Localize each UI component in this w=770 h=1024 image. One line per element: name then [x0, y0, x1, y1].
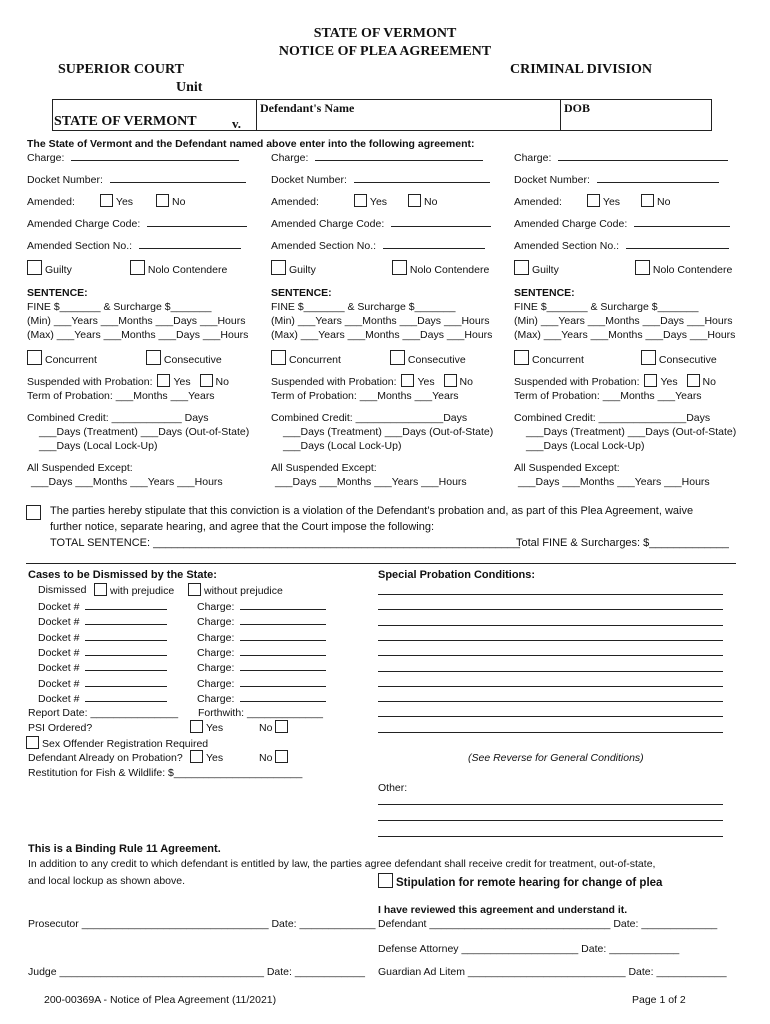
charge-line[interactable]: [240, 692, 326, 702]
amended-no-label: No: [171, 196, 186, 208]
amended-yes-label: Yes: [115, 196, 134, 208]
suspended-probation-yes-label: Yes: [660, 376, 678, 388]
charge-line[interactable]: [240, 661, 326, 671]
other-condition-line[interactable]: [378, 812, 723, 821]
charge-label: Charge:: [197, 616, 235, 629]
amended-yes-label: Yes: [369, 196, 388, 208]
amended-label: Amended:: [27, 196, 75, 208]
docket-line[interactable]: [85, 646, 167, 656]
amended-charge-code-label: Amended Charge Code:: [514, 218, 628, 230]
charge-label: Charge:: [514, 152, 552, 164]
treatment-days-field[interactable]: ___Days (Treatment) ___Days (Out-of-State): [39, 426, 250, 438]
special-condition-line[interactable]: [378, 586, 723, 595]
binding-text-line1: In addition to any credit to which defendant is entitled by law, the parties agree defendant shall receive credit for treatment, out-of-state,: [28, 858, 656, 870]
dismissed-charge-field[interactable]: [197, 631, 326, 644]
docket-line[interactable]: [85, 631, 167, 641]
min-sentence-field[interactable]: (Min) ___Years ___Months ___Days ___Hours: [27, 315, 246, 327]
guilty-label: Guilty: [532, 264, 559, 276]
dismissed-charge-field[interactable]: [197, 692, 326, 705]
dismissed-docket-field[interactable]: [38, 600, 167, 613]
plea-row: [514, 260, 744, 282]
suspended-probation-yes-checkbox[interactable]: [157, 376, 190, 388]
term-of-probation-field[interactable]: Term of Probation: ___Months ___Years: [514, 390, 702, 402]
amended-no-checkbox[interactable]: [641, 196, 670, 208]
without-prejudice-label: without prejudice: [204, 585, 283, 597]
caption-divider: [256, 99, 257, 131]
dismissed-docket-field[interactable]: [38, 615, 167, 628]
sentence-heading: SENTENCE:: [514, 287, 575, 299]
guardian-signature-line[interactable]: Guardian Ad Litem ___________________________ Date: ____________: [378, 966, 727, 978]
docket-label: Docket #: [38, 631, 80, 644]
amended-section-field[interactable]: [27, 238, 257, 260]
consecutive-checkbox[interactable]: [146, 354, 222, 366]
total-fine-field[interactable]: Total FINE & Surcharges: $_____________: [516, 537, 729, 549]
amended-row: [514, 194, 744, 216]
local-lockup-days-field[interactable]: ___Days (Local Lock-Up): [526, 440, 645, 452]
suspended-probation-no-label: No: [215, 376, 229, 388]
charge-field[interactable]: [271, 150, 501, 172]
concurrent-label: Concurrent: [289, 354, 341, 366]
dismissed-label: Dismissed: [38, 584, 87, 596]
special-condition-line[interactable]: [378, 601, 723, 610]
amended-charge-code-label: Amended Charge Code:: [27, 218, 141, 230]
psi-no-label: No: [259, 722, 273, 734]
concurrent-label: Concurrent: [532, 354, 584, 366]
sex-offender-label: Sex Offender Registration Required: [42, 738, 209, 750]
docket-line[interactable]: [85, 692, 167, 702]
suspended-probation-yes-label: Yes: [417, 376, 435, 388]
suspended-probation-yes-checkbox[interactable]: [401, 376, 434, 388]
sentence-heading: SENTENCE:: [27, 287, 88, 299]
docket-label: Docket #: [38, 646, 80, 659]
suspended-probation-no-checkbox[interactable]: [444, 376, 473, 388]
amended-yes-checkbox[interactable]: [354, 196, 387, 208]
page-number: Page 1 of 2: [632, 994, 686, 1006]
special-condition-line[interactable]: [378, 632, 723, 641]
special-condition-line[interactable]: [378, 693, 723, 702]
defendant-name-field[interactable]: [264, 116, 554, 129]
amended-section-field[interactable]: [271, 238, 501, 260]
see-reverse-note: (See Reverse for General Conditions): [468, 752, 644, 764]
charge-label: Charge:: [197, 677, 235, 690]
consecutive-label: Consecutive: [658, 354, 717, 366]
all-suspended-except-label: All Suspended Except:: [27, 462, 133, 474]
with-prejudice-checkbox[interactable]: [94, 583, 174, 597]
unit-label: Unit: [176, 80, 203, 95]
docket-number-line[interactable]: [110, 173, 246, 183]
stipulation-line1: The parties hereby stipulate that this conviction is a violation of the Defendant’s probation and, as part of this Plea Agreement, waive: [50, 505, 694, 517]
amended-section-label: Amended Section No.:: [27, 240, 133, 252]
special-conditions-title: Special Probation Conditions:: [378, 569, 536, 581]
section-divider: [26, 563, 736, 564]
probation-violation-checkbox[interactable]: [26, 505, 44, 521]
with-prejudice-label: with prejudice: [110, 585, 175, 597]
charge-line[interactable]: [240, 677, 326, 687]
charge-label: Charge:: [197, 646, 235, 659]
special-condition-line[interactable]: [378, 724, 723, 733]
consecutive-checkbox[interactable]: [390, 354, 466, 366]
concurrent-label: Concurrent: [45, 354, 97, 366]
consecutive-label: Consecutive: [163, 354, 222, 366]
dob-field[interactable]: [564, 116, 708, 129]
amended-label: Amended:: [271, 196, 319, 208]
suspended-probation-no-checkbox[interactable]: [687, 376, 716, 388]
docket-label: Docket #: [38, 601, 80, 613]
suspended-probation-yes-label: Yes: [173, 376, 191, 388]
psi-label: PSI Ordered?: [28, 722, 93, 734]
forthwith-field[interactable]: Forthwith: _____________: [198, 707, 323, 719]
special-condition-line[interactable]: [378, 663, 723, 672]
other-condition-line[interactable]: [378, 796, 723, 805]
charge-label: Charge:: [27, 152, 65, 164]
fine-surcharge-field[interactable]: FINE $_______ & Surcharge $_______: [271, 301, 456, 313]
amended-section-label: Amended Section No.:: [514, 240, 620, 252]
concurrency-row: [514, 350, 744, 372]
combined-credit-field[interactable]: Combined Credit: _______________Days: [514, 412, 711, 424]
psi-yes-checkbox[interactable]: [190, 720, 223, 734]
guilty-checkbox[interactable]: [514, 260, 632, 278]
all-suspended-except-field[interactable]: ___Days ___Months ___Years ___Hours: [31, 476, 223, 488]
already-probation-yes-label: Yes: [206, 752, 224, 764]
charge-label: Charge:: [271, 152, 309, 164]
amended-no-label: No: [423, 196, 438, 208]
guilty-label: Guilty: [289, 264, 316, 276]
sex-offender-checkbox[interactable]: [26, 736, 208, 750]
charge-label: Charge:: [197, 662, 235, 675]
psi-yes-label: Yes: [206, 722, 224, 734]
plea-row: [27, 260, 257, 282]
defense-attorney-signature-line[interactable]: Defense Attorney ____________________ Date: ____________: [378, 943, 680, 955]
nolo-contendere-label: Nolo Contendere: [409, 264, 490, 276]
already-probation-label: Defendant Already on Probation?: [28, 752, 183, 764]
total-sentence-field[interactable]: TOTAL SENTENCE: ____________________________________________________________: [50, 537, 521, 549]
max-sentence-field[interactable]: (Max) ___Years ___Months ___Days ___Hours: [271, 329, 493, 341]
charge-line[interactable]: [315, 151, 483, 161]
amended-no-checkbox[interactable]: [408, 196, 437, 208]
amended-charge-code-line[interactable]: [391, 217, 491, 227]
caption-divider-dob: [560, 99, 561, 131]
form-title-state: STATE OF VERMONT: [313, 26, 457, 41]
suspended-probation-no-checkbox[interactable]: [200, 376, 229, 388]
concurrent-checkbox[interactable]: [271, 350, 387, 368]
charge-line[interactable]: [240, 646, 326, 656]
charge-column-2: [271, 150, 501, 489]
charge-column-3: [514, 150, 744, 489]
max-sentence-field[interactable]: (Max) ___Years ___Months ___Days ___Hours: [514, 329, 736, 341]
charge-line[interactable]: [240, 631, 326, 641]
guilty-checkbox[interactable]: [271, 260, 389, 278]
binding-text-line2: and local lockup as shown above.: [28, 875, 186, 887]
docket-line[interactable]: [85, 615, 167, 625]
docket-line[interactable]: [85, 661, 167, 671]
docket-number-label: Docket Number:: [271, 174, 347, 186]
charge-field[interactable]: [514, 150, 744, 172]
special-condition-line[interactable]: [378, 617, 723, 626]
treatment-days-field[interactable]: ___Days (Treatment) ___Days (Out-of-State): [526, 426, 737, 438]
local-lockup-days-field[interactable]: ___Days (Local Lock-Up): [39, 440, 158, 452]
dismissed-charge-field[interactable]: [197, 661, 326, 674]
charge-column-1: [27, 150, 257, 489]
versus-label: v.: [232, 116, 242, 131]
report-date-field[interactable]: Report Date: _______________: [28, 707, 179, 719]
amended-charge-code-line[interactable]: [634, 217, 730, 227]
remote-hearing-checkbox[interactable]: [378, 873, 662, 889]
state-box-label: STATE OF VERMONT: [54, 114, 197, 129]
amended-section-line[interactable]: [383, 239, 485, 249]
prosecutor-signature-line[interactable]: Prosecutor ________________________________ Date: _____________: [28, 918, 376, 930]
term-of-probation-field[interactable]: Term of Probation: ___Months ___Years: [27, 390, 215, 402]
suspended-probation-row: [27, 374, 257, 389]
docket-number-field[interactable]: [27, 172, 257, 194]
defendant-name-label: Defendant's Name: [260, 101, 355, 115]
suspended-probation-no-label: No: [702, 376, 716, 388]
amended-yes-label: Yes: [602, 196, 621, 208]
sentence-heading: SENTENCE:: [271, 287, 332, 299]
dismissed-docket-field[interactable]: [38, 661, 167, 674]
all-suspended-except-field[interactable]: ___Days ___Months ___Years ___Hours: [518, 476, 710, 488]
defendant-signature-line[interactable]: Defendant _______________________________ Date: _____________: [378, 918, 718, 930]
restitution-field[interactable]: Restitution for Fish & Wildlife: $______________________: [28, 767, 303, 779]
charge-line[interactable]: [558, 151, 728, 161]
amended-charge-code-field[interactable]: [27, 216, 257, 238]
nolo-contendere-checkbox[interactable]: [130, 264, 227, 276]
docket-label: Docket #: [38, 677, 80, 690]
special-condition-line[interactable]: [378, 708, 723, 717]
amended-charge-code-field[interactable]: [514, 216, 744, 238]
charge-line[interactable]: [240, 600, 326, 610]
amended-charge-code-field[interactable]: [271, 216, 501, 238]
all-suspended-except-label: All Suspended Except:: [271, 462, 377, 474]
other-label: Other:: [378, 782, 408, 794]
docket-number-label: Docket Number:: [514, 174, 590, 186]
treatment-days-field[interactable]: ___Days (Treatment) ___Days (Out-of-State): [283, 426, 494, 438]
already-probation-no-checkbox[interactable]: [259, 750, 291, 764]
special-condition-line[interactable]: [378, 678, 723, 687]
already-probation-yes-checkbox[interactable]: [190, 750, 223, 764]
other-condition-line[interactable]: [378, 828, 723, 837]
dismissed-docket-field[interactable]: [38, 631, 167, 644]
charge-field[interactable]: [27, 150, 257, 172]
form-number: 200-00369A - Notice of Plea Agreement (11/2021): [44, 994, 277, 1006]
suspended-probation-no-label: No: [459, 376, 473, 388]
reviewed-statement: I have reviewed this agreement and understand it.: [378, 904, 628, 916]
nolo-contendere-label: Nolo Contendere: [652, 264, 733, 276]
court-label: SUPERIOR COURT: [58, 62, 184, 77]
concurrency-row: [271, 350, 501, 372]
docket-number-line[interactable]: [354, 173, 490, 183]
intro-text: The State of Vermont and the Defendant named above enter into the following agreement:: [27, 138, 475, 150]
division-label: CRIMINAL DIVISION: [510, 62, 652, 77]
nolo-contendere-checkbox[interactable]: [635, 264, 732, 276]
amended-no-label: No: [656, 196, 671, 208]
amended-row: [271, 194, 501, 216]
nolo-contendere-checkbox[interactable]: [392, 264, 489, 276]
docket-line[interactable]: [85, 600, 167, 610]
plea-row: [271, 260, 501, 282]
consecutive-checkbox[interactable]: [641, 354, 717, 366]
docket-label: Docket #: [38, 692, 80, 705]
docket-line[interactable]: [85, 677, 167, 687]
charge-label: Charge:: [197, 631, 235, 644]
charge-label: Charge:: [197, 692, 235, 705]
dismissed-charge-field[interactable]: [197, 600, 326, 613]
concurrency-row: [27, 350, 257, 372]
amended-yes-checkbox[interactable]: [587, 196, 620, 208]
dismissed-title: Cases to be Dismissed by the State:: [28, 569, 217, 581]
guilty-checkbox[interactable]: [27, 260, 127, 278]
docket-label: Docket #: [38, 616, 80, 629]
stipulation-line2: further notice, separate hearing, and agree that the Court impose the following:: [50, 521, 435, 533]
binding-title: This is a Binding Rule 11 Agreement.: [28, 843, 221, 855]
amended-no-checkbox[interactable]: [156, 196, 185, 208]
charge-line[interactable]: [71, 151, 239, 161]
without-prejudice-checkbox[interactable]: [188, 583, 283, 597]
suspended-probation-yes-checkbox[interactable]: [644, 376, 677, 388]
remote-hearing-label: Stipulation for remote hearing for change of plea: [396, 877, 663, 889]
dismissed-charge-field[interactable]: [197, 615, 326, 628]
local-lockup-days-field[interactable]: ___Days (Local Lock-Up): [283, 440, 402, 452]
all-suspended-except-label: All Suspended Except:: [514, 462, 620, 474]
nolo-contendere-label: Nolo Contendere: [147, 264, 228, 276]
dismissed-docket-field[interactable]: [38, 646, 167, 659]
docket-number-line[interactable]: [597, 173, 719, 183]
max-sentence-field[interactable]: (Max) ___Years ___Months ___Days ___Hours: [27, 329, 249, 341]
min-sentence-field[interactable]: (Min) ___Years ___Months ___Days ___Hours: [514, 315, 733, 327]
amended-section-field[interactable]: [514, 238, 744, 260]
docket-label: Docket #: [38, 662, 80, 675]
amended-charge-code-line[interactable]: [147, 217, 247, 227]
dob-label: DOB: [564, 101, 591, 115]
suspended-probation-label: Suspended with Probation:: [27, 376, 153, 388]
amended-section-line[interactable]: [626, 239, 729, 249]
combined-credit-field[interactable]: Combined Credit: ____________ Days: [27, 412, 209, 424]
all-suspended-except-field[interactable]: ___Days ___Months ___Years ___Hours: [275, 476, 467, 488]
combined-credit-field[interactable]: Combined Credit: _______________Days: [271, 412, 468, 424]
amended-charge-code-label: Amended Charge Code:: [271, 218, 385, 230]
concurrent-checkbox[interactable]: [514, 350, 638, 368]
suspended-probation-row: [271, 374, 501, 389]
docket-number-label: Docket Number:: [27, 174, 103, 186]
term-of-probation-field[interactable]: Term of Probation: ___Months ___Years: [271, 390, 459, 402]
docket-number-field[interactable]: [271, 172, 501, 194]
psi-no-checkbox[interactable]: [259, 720, 291, 734]
already-probation-no-label: No: [259, 752, 273, 764]
min-sentence-field[interactable]: (Min) ___Years ___Months ___Days ___Hours: [271, 315, 490, 327]
dismissed-charge-field[interactable]: [197, 646, 326, 659]
fine-surcharge-field[interactable]: FINE $_______ & Surcharge $_______: [27, 301, 212, 313]
consecutive-label: Consecutive: [407, 354, 466, 366]
amended-row: [27, 194, 257, 216]
dismissed-docket-field[interactable]: [38, 692, 167, 705]
concurrent-checkbox[interactable]: [27, 350, 143, 368]
suspended-probation-row: [514, 374, 744, 389]
amended-section-label: Amended Section No.:: [271, 240, 377, 252]
dismissed-charge-field[interactable]: [197, 677, 326, 690]
suspended-probation-label: Suspended with Probation:: [514, 376, 640, 388]
suspended-probation-label: Suspended with Probation:: [271, 376, 397, 388]
amended-label: Amended:: [514, 196, 562, 208]
charge-label: Charge:: [197, 601, 235, 613]
fine-surcharge-field[interactable]: FINE $_______ & Surcharge $_______: [514, 301, 699, 313]
charge-line[interactable]: [240, 615, 326, 625]
guilty-label: Guilty: [45, 264, 72, 276]
amended-section-line[interactable]: [139, 239, 241, 249]
form-title-notice: NOTICE OF PLEA AGREEMENT: [278, 44, 492, 59]
amended-yes-checkbox[interactable]: [100, 196, 133, 208]
docket-number-field[interactable]: [514, 172, 744, 194]
special-condition-line[interactable]: [378, 647, 723, 656]
judge-signature-line[interactable]: Judge ___________________________________ Date: ____________: [28, 966, 365, 978]
dismissed-docket-field[interactable]: [38, 677, 167, 690]
